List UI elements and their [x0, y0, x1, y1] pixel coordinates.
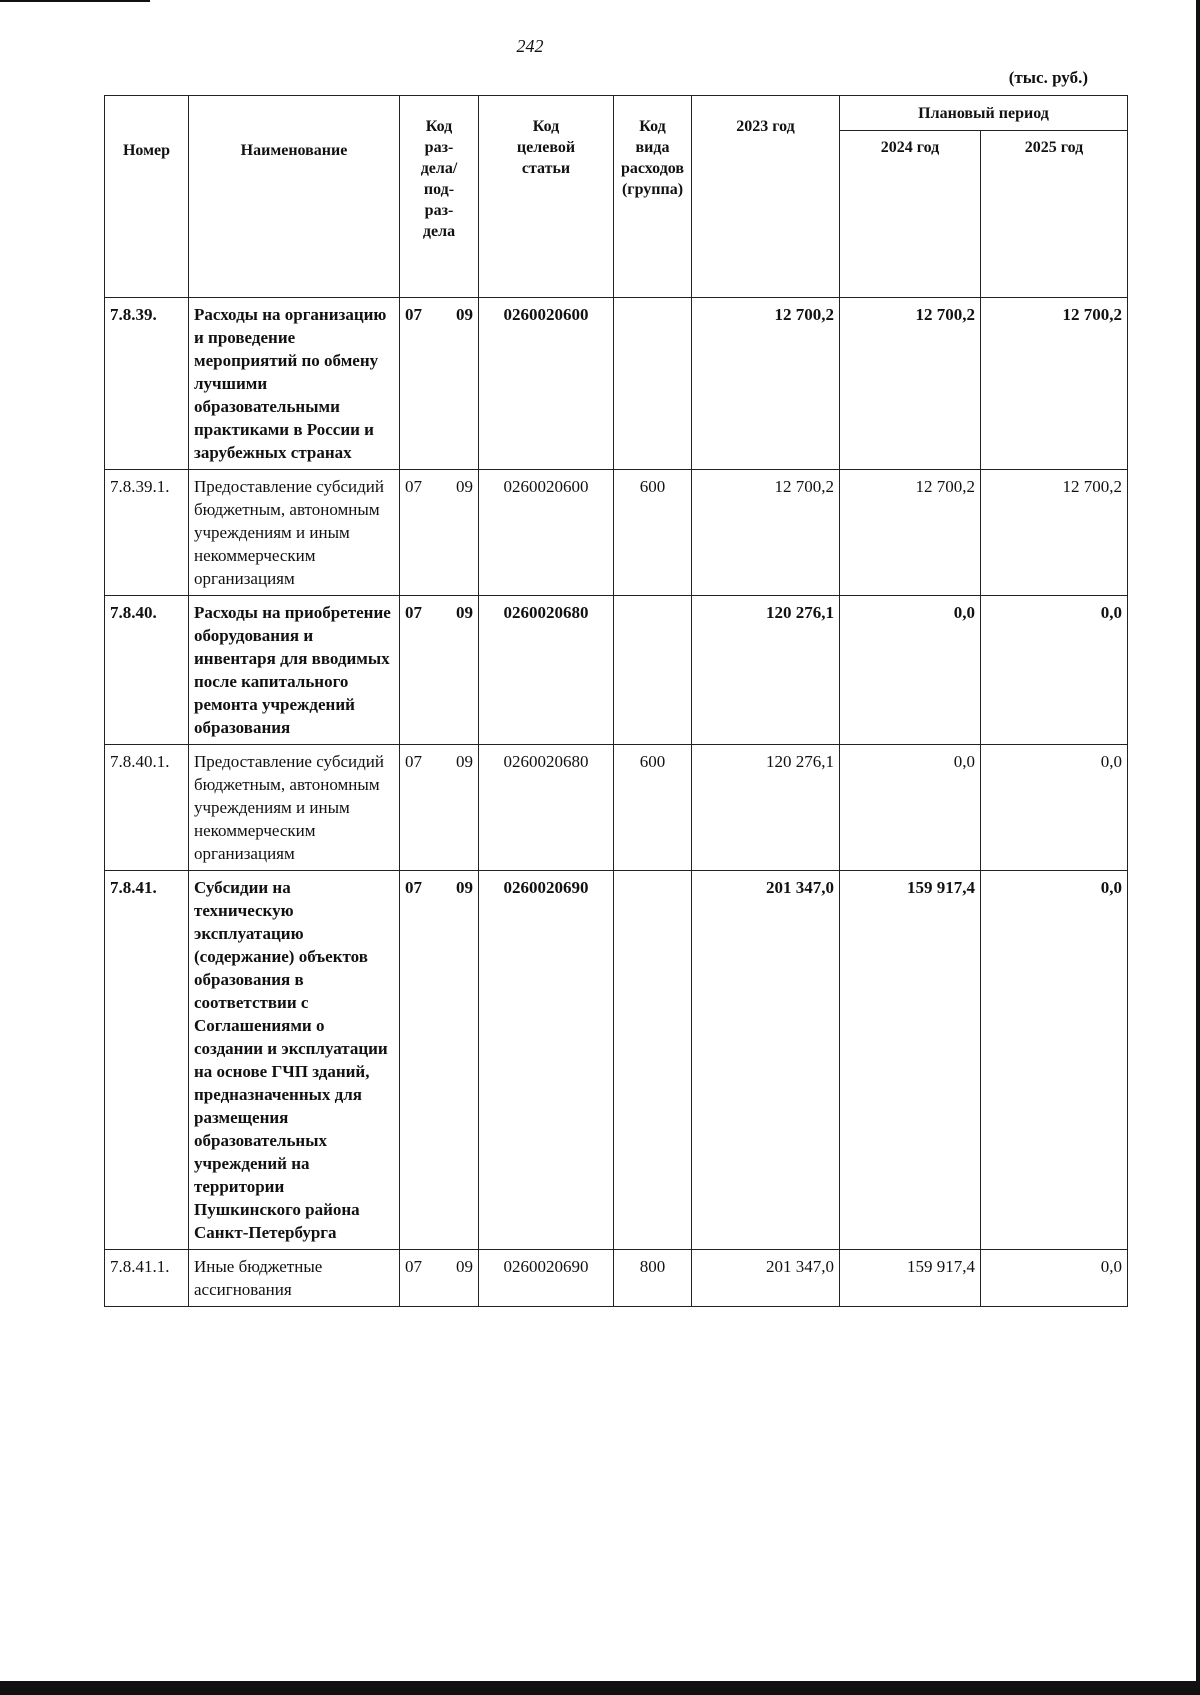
row-amount-2023: 120 276,1 — [692, 596, 840, 745]
row-section-code — [400, 871, 479, 1250]
table-row — [105, 470, 1128, 596]
table-row — [105, 298, 1128, 470]
row-name: Иные бюджетные ассигнования — [189, 1250, 400, 1307]
header-section-code — [400, 96, 479, 298]
header-target-code-line: Код — [532, 118, 560, 135]
header-year-2023: 2023 год — [692, 96, 840, 298]
row-amount-2023: 12 700,2 — [692, 298, 840, 470]
row-amount-2024: 12 700,2 — [840, 298, 981, 470]
header-target-code — [479, 96, 614, 298]
row-expense-code — [614, 871, 692, 1250]
row-section: 07 — [405, 752, 422, 771]
row-name: Предоставление субсидий бюджетным, автономным учреждениям и иным некоммерческим организациям — [189, 745, 400, 871]
row-amount-2024: 159 917,4 — [840, 871, 981, 1250]
header-row-1 — [105, 96, 1128, 131]
row-target-code: 0260020690 — [479, 1250, 614, 1307]
row-expense-code: 600 — [614, 470, 692, 596]
row-section: 07 — [405, 1257, 422, 1276]
row-amount-2025: 0,0 — [981, 1250, 1128, 1307]
header-section-code-line: дела — [422, 223, 456, 240]
row-section: 07 — [405, 477, 422, 496]
scan-bottom-band — [0, 1681, 1200, 1695]
header-section-code-line: дела/ — [420, 160, 458, 177]
row-amount-2024: 0,0 — [840, 596, 981, 745]
row-expense-code: 800 — [614, 1250, 692, 1307]
row-section-code — [400, 298, 479, 470]
units-label: (тыс. руб.) — [1008, 68, 1088, 87]
row-subsection: 09 — [456, 603, 473, 622]
header-expense-code — [614, 96, 692, 298]
header-section-code-line: раз- — [424, 202, 454, 219]
scan-corner-line — [0, 0, 150, 2]
row-expense-code — [614, 298, 692, 470]
header-name: Наименование — [189, 96, 400, 298]
row-name: Предоставление субсидий бюджетным, автономным учреждениям и иным некоммерческим организациям — [189, 470, 400, 596]
row-amount-2023: 12 700,2 — [692, 470, 840, 596]
header-expense-code-line: (группа) — [621, 181, 684, 198]
row-name: Субсидии на техническую эксплуатацию (содержание) объектов образования в соответствии с Соглашениями о создании и эксплуатации на основе ГЧП зданий, предназначенных для размещения образовательных учреждений на территории Пушкинского района Санкт-Петербурга — [189, 871, 400, 1250]
row-amount-2024: 159 917,4 — [840, 1250, 981, 1307]
header-year-2025: 2025 год — [981, 131, 1128, 298]
row-amount-2023: 201 347,0 — [692, 871, 840, 1250]
header-expense-code-line: Код — [639, 118, 666, 135]
row-number: 7.8.41. — [105, 871, 189, 1250]
row-amount-2024: 0,0 — [840, 745, 981, 871]
header-section-code-line: раз- — [424, 139, 454, 156]
header-section-code-line: Код — [425, 118, 453, 135]
row-number: 7.8.39. — [105, 298, 189, 470]
row-expense-code — [614, 596, 692, 745]
row-target-code: 0260020600 — [479, 470, 614, 596]
budget-table — [104, 95, 1128, 1307]
table-row — [105, 1250, 1128, 1307]
row-name: Расходы на организацию и проведение мероприятий по обмену лучшими образовательными практиками в России и зарубежных странах — [189, 298, 400, 470]
row-amount-2025: 0,0 — [981, 871, 1128, 1250]
row-number: 7.8.40.1. — [105, 745, 189, 871]
header-section-code-line: под- — [423, 181, 455, 198]
row-amount-2023: 120 276,1 — [692, 745, 840, 871]
row-target-code: 0260020680 — [479, 596, 614, 745]
row-target-code: 0260020680 — [479, 745, 614, 871]
row-subsection: 09 — [456, 878, 473, 897]
row-expense-code: 600 — [614, 745, 692, 871]
header-expense-code-line: расходов — [620, 160, 685, 177]
row-target-code: 0260020600 — [479, 298, 614, 470]
header-planned-period: Плановый период — [840, 96, 1128, 131]
page-number: 242 — [516, 36, 544, 56]
row-number: 7.8.39.1. — [105, 470, 189, 596]
header-year-2024: 2024 год — [840, 131, 981, 298]
header-target-code-line: целевой — [516, 139, 576, 156]
row-amount-2024: 12 700,2 — [840, 470, 981, 596]
row-subsection: 09 — [456, 1257, 473, 1276]
header-target-code-line: статьи — [521, 160, 571, 177]
row-subsection: 09 — [456, 752, 473, 771]
table-body — [105, 298, 1128, 1307]
row-section-code — [400, 745, 479, 871]
row-amount-2025: 0,0 — [981, 596, 1128, 745]
row-section: 07 — [405, 603, 422, 622]
row-section: 07 — [405, 305, 422, 324]
table-row — [105, 745, 1128, 871]
row-target-code: 0260020690 — [479, 871, 614, 1250]
row-name: Расходы на приобретение оборудования и инвентаря для вводимых после капитального ремонта учреждений образования — [189, 596, 400, 745]
header-expense-code-line: вида — [635, 139, 670, 156]
row-amount-2025: 12 700,2 — [981, 298, 1128, 470]
row-number: 7.8.40. — [105, 596, 189, 745]
table-row — [105, 871, 1128, 1250]
row-section-code — [400, 470, 479, 596]
row-subsection: 09 — [456, 305, 473, 324]
row-number: 7.8.41.1. — [105, 1250, 189, 1307]
header-number: Номер — [105, 96, 189, 298]
row-subsection: 09 — [456, 477, 473, 496]
row-amount-2025: 12 700,2 — [981, 470, 1128, 596]
scan-right-edge — [1196, 0, 1200, 1695]
row-section: 07 — [405, 878, 422, 897]
row-section-code — [400, 1250, 479, 1307]
row-amount-2025: 0,0 — [981, 745, 1128, 871]
row-amount-2023: 201 347,0 — [692, 1250, 840, 1307]
table-row — [105, 596, 1128, 745]
row-section-code — [400, 596, 479, 745]
